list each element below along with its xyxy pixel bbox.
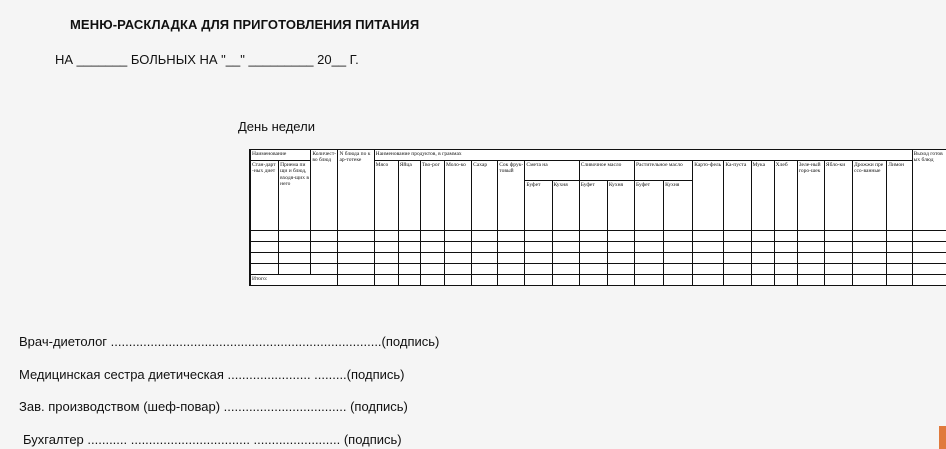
table-row bbox=[251, 264, 946, 275]
subheader-sour-cream-buffet: Буфет bbox=[525, 181, 552, 231]
menu-table-sheet bbox=[249, 149, 946, 286]
header-vegetable-oil: Растительное масло bbox=[634, 161, 692, 181]
header-output: Выход готовых блюд bbox=[912, 150, 946, 231]
header-sour-cream: Смета на bbox=[525, 161, 579, 181]
subheader-butter-kitchen: Кухня bbox=[607, 181, 634, 231]
subheader-butter-buffet: Буфет bbox=[579, 181, 607, 231]
table-row bbox=[251, 231, 946, 242]
header-meat: Мясо bbox=[374, 161, 398, 231]
header-green-peas: Зеле-ный горо-шек bbox=[797, 161, 824, 231]
header-flour: Мука bbox=[751, 161, 774, 231]
signature-production-head: Зав. производством (шеф-повар) .................................. (подпись) bbox=[19, 399, 408, 414]
table-row bbox=[251, 253, 946, 264]
header-sugar: Сахар bbox=[472, 161, 498, 231]
header-milk: Моло-ко bbox=[445, 161, 472, 231]
table-row bbox=[251, 242, 946, 253]
header-apples: Ябло-ки bbox=[824, 161, 852, 231]
header-cottage-cheese: Тво-рог bbox=[420, 161, 444, 231]
header-products: Наименование продуктов, в граммах bbox=[374, 150, 912, 161]
page-title: МЕНЮ-РАСКЛАДКА ДЛЯ ПРИГОТОВЛЕНИЯ ПИТАНИЯ bbox=[70, 17, 420, 32]
total-row bbox=[251, 275, 946, 287]
subheader-oil-kitchen: Кухня bbox=[664, 181, 693, 231]
header-card-number: N блюда по кар-тотеке bbox=[338, 150, 374, 231]
header-meals: Приема пищи и блюд, входя-щих в него bbox=[279, 161, 311, 231]
header-standard-diets: Стан-дарт-ных диет bbox=[251, 161, 279, 231]
total-label: Итого: bbox=[251, 275, 338, 287]
header-potato: Карто-фель bbox=[693, 161, 724, 231]
signature-dietary-nurse: Медицинская сестра диетическая ....................... .........(подпись) bbox=[19, 367, 405, 382]
signature-dietitian: Врач-диетолог ...........................................................................(подпись) bbox=[19, 334, 440, 349]
header-eggs: Яйца bbox=[398, 161, 420, 231]
header-butter: Сливочное масло bbox=[579, 161, 634, 181]
header-cabbage: Ка-пуста bbox=[724, 161, 751, 231]
header-juice: Сок фрук-товый bbox=[498, 161, 525, 231]
header-dish-count: Количест-во блюд bbox=[311, 150, 338, 231]
header-naming: Наименование bbox=[251, 150, 311, 161]
subheader-oil-buffet: Буфет bbox=[634, 181, 663, 231]
header-bread: Хлеб bbox=[774, 161, 797, 231]
subheader-sour-cream-kitchen: Кухня bbox=[552, 181, 579, 231]
menu-layout-table bbox=[250, 149, 946, 286]
scroll-edge-marker bbox=[939, 426, 946, 449]
header-yeast: Дрожжи прессо-ванные bbox=[853, 161, 887, 231]
weekday-label: День недели bbox=[238, 119, 315, 134]
signature-accountant: Бухгалтер ........... ................................. ........................ (подпись) bbox=[23, 432, 402, 447]
patients-date-line: НА _______ БОЛЬНЫХ НА "__" _________ 20__ Г. bbox=[55, 52, 359, 67]
header-lemon: Лимон bbox=[887, 161, 912, 231]
